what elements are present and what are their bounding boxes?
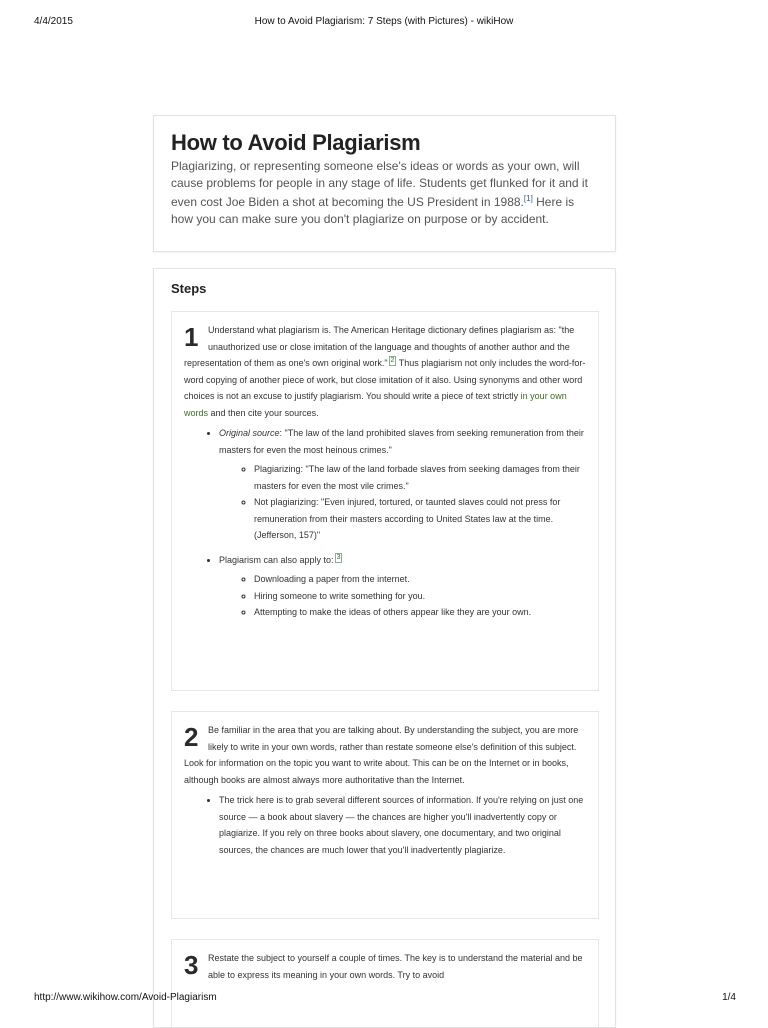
step-1	[171, 311, 599, 691]
reference-link[interactable]: 3	[336, 553, 341, 561]
sub-bullet-item: ◦ Hiring someone to write something for you.	[254, 588, 586, 605]
print-footer	[0, 992, 768, 1008]
steps-card	[153, 268, 616, 1028]
intro-text: Plagiarizing, or representing someone else's ideas or words as your own, will cause problems for people in any stage of life. Students get flunked for it and it even cost Joe Biden a shot at becoming the US President in 1988.	[171, 159, 588, 209]
sub-bullet-item: ◦ Plagiarizing: "The law of the land forbade slaves from seeking damages from their masters for even the most vile crimes."	[254, 461, 586, 494]
own-words-link[interactable]: in your own words	[184, 391, 567, 418]
sub-bullet-item: ◦ Downloading a paper from the internet.	[254, 571, 586, 588]
intro-card	[153, 115, 616, 252]
sub-bullets	[219, 571, 586, 621]
bullet-text: : "The law of the land prohibited slaves from seeking remuneration from their masters for even the most heinous crimes."	[219, 428, 584, 455]
step-text-part: Understand what plagiarism is. The American Heritage dictionary defines plagiarism as: "the unauthorized use or close imitation of the language and thoughts of another author and the representation of them as one's own original work."	[184, 325, 575, 368]
intro-paragraph	[171, 158, 598, 227]
bullet-item	[219, 552, 586, 621]
step-text	[184, 322, 586, 421]
step-text: Be familiar in the area that you are talking about. By understanding the subject, you are more likely to write in your own words, rather than restate someone else's definition of this subject. Look for information on the topic you want to write about. This can be on the Internet or in books, although books are almost always more authoritative than the Internet.	[184, 725, 579, 785]
article-title: How to Avoid Plagiarism	[171, 130, 421, 155]
step-2	[171, 711, 599, 919]
step-number: 1	[184, 322, 199, 352]
step-number: 2	[184, 722, 199, 752]
print-page-number: 1/4	[722, 992, 736, 1003]
intro-text-end: Here is how you can make sure you don't plagiarize on purpose or by accident.	[171, 195, 575, 226]
bullet-item	[219, 425, 586, 544]
step-number: 3	[184, 950, 199, 980]
step-bullets	[184, 425, 586, 621]
step-text-part: and then cite your sources.	[208, 407, 319, 418]
print-date: 4/4/2015	[34, 16, 73, 27]
sub-bullets	[219, 461, 586, 544]
bullet-item: • The trick here is to grab several different sources of information. If you're relying on just one source — a book about slavery — the chances are higher you'll inadvertently copy or plagiarize. If you rely on three books about slavery, one documentary, and two original sources, the chances are much lower that you'll inadvertently plagiarize.	[219, 792, 586, 858]
step-bullets	[184, 792, 586, 858]
steps-heading: Steps	[171, 281, 207, 296]
bullet-label: Original source	[219, 428, 280, 438]
bullet-text: Plagiarism can also apply to:	[219, 554, 334, 565]
step-text-part: Thus plagiarism not only includes the word-for-word copying of another piece of work, but close imitation of it also. Using synonyms and other word choices is not an excuse to justify plagiarism. You should write a piece of text strictly	[184, 358, 586, 401]
print-header	[0, 16, 768, 32]
reference-link[interactable]: 2	[390, 357, 395, 364]
sub-bullet-item: ◦ Attempting to make the ideas of others appear like they are your own.	[254, 604, 586, 621]
sub-bullet-item: ◦ Not plagiarizing: "Even injured, tortured, or taunted slaves could not press for remuneration from their masters according to United States law at the time. (Jefferson, 157)"	[254, 494, 586, 544]
step-text: Restate the subject to yourself a couple of times. The key is to understand the material and be able to express its meaning in your own words. Try to avoid	[208, 953, 583, 980]
print-url: http://www.wikihow.com/Avoid-Plagiarism	[34, 992, 217, 1003]
step-3	[171, 939, 599, 1028]
intro-reference-link[interactable]: [1]	[523, 194, 533, 203]
print-page-title: How to Avoid Plagiarism: 7 Steps (with Pictures) - wikiHow	[254, 16, 514, 27]
